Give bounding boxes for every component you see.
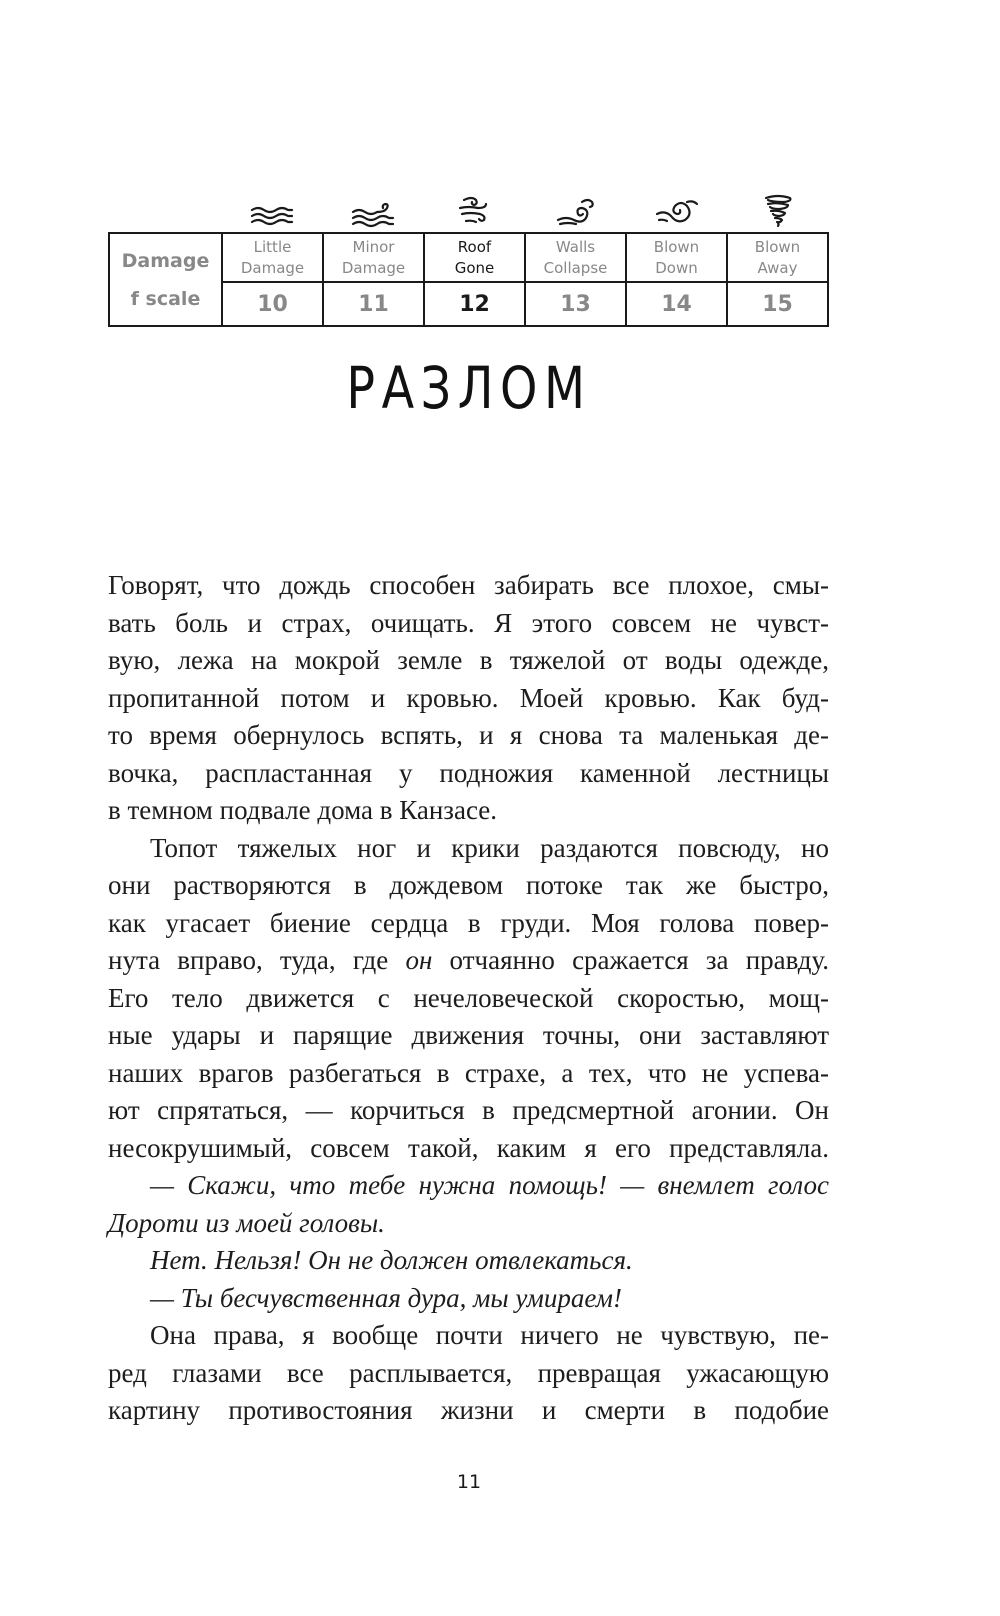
text-line: Топот тяжелых ног и крики раздаются повсюду, но xyxy=(150,832,829,863)
scale-number-13: 13 xyxy=(525,282,626,326)
text-line: ные удары и парящие движения точны, они заставляют xyxy=(108,1020,829,1050)
damage-scale-table xyxy=(108,232,829,327)
text-line: то время обернулось вспять, и я снова та маленькая де- xyxy=(108,720,829,750)
scale-header-line2: f scale xyxy=(130,287,201,310)
tornado-icon xyxy=(728,188,829,228)
text-line: — Скажи, что тебе нужна помощь! — внемлет голос xyxy=(150,1170,829,1200)
text-line: несокрушимый, совсем такой, каким я его представляла. xyxy=(108,1132,829,1163)
category-roof-gone: Roof Gone xyxy=(424,233,525,282)
scale-number-14: 14 xyxy=(626,282,727,326)
text-line: ют спрятаться, — корчиться в предсмертной агонии. Он xyxy=(108,1095,829,1125)
text-line: вочка, распластанная у подножия каменной лестницы xyxy=(108,757,829,788)
scale-number-11: 11 xyxy=(323,282,424,326)
text-line: картину противостояния жизни и смерти в подобие xyxy=(108,1395,829,1425)
body-text xyxy=(108,567,829,1430)
category-minor-damage: Minor Damage xyxy=(323,233,424,282)
scale-number-12: 12 xyxy=(424,282,525,326)
category-blown-down: Blown Down xyxy=(626,233,727,282)
text-line: — Ты бесчувственная дура, мы умираем! xyxy=(150,1282,622,1313)
chapter-title: РАЗЛОМ xyxy=(346,354,592,422)
text-line: Нет. Нельзя! Он не должен отвлекаться. xyxy=(150,1245,633,1275)
wind-vortex-icon xyxy=(626,188,727,228)
page-number: 11 xyxy=(456,1471,482,1493)
text-line: вать боль и страх, очищать. Я этого совсем не чувст- xyxy=(108,607,829,638)
category-walls-collapse: Walls Collapse xyxy=(525,233,626,282)
text-line: в темном подвале дома в Канзасе. xyxy=(108,795,498,825)
scale-header-line1: Damage xyxy=(121,249,210,272)
scale-number-10: 10 xyxy=(222,282,323,326)
text-line: Дороти из моей головы. xyxy=(108,1207,385,1238)
text-line: ред глазами все расплывается, превращая ужасающую xyxy=(108,1357,829,1388)
text-line: Его тело движется с нечеловеческой скоростью, мощ- xyxy=(108,982,829,1013)
text-line: Говорят, что дождь способен забирать все плохое, смы- xyxy=(108,570,829,600)
text-line: как угасает биение сердца в груди. Моя голова повер- xyxy=(108,907,829,938)
text-line: вую, лежа на мокрой земле в тяжелой от воды одежде, xyxy=(108,645,829,675)
wind-lines-icon xyxy=(221,188,322,228)
emphasis: он xyxy=(405,945,433,975)
scale-number-15: 15 xyxy=(727,282,828,326)
scale-header-cell xyxy=(109,233,222,326)
damage-icons-row xyxy=(221,188,829,228)
text-line: Она права, я вообще почти ничего не чувствую, пе- xyxy=(150,1320,829,1350)
wind-spiral-icon xyxy=(525,188,626,228)
category-blown-away: Blown Away xyxy=(727,233,828,282)
text-line: они растворяются в дождевом потоке так же быстро, xyxy=(108,870,829,900)
wind-curl-icon xyxy=(322,188,423,228)
category-little-damage: Little Damage xyxy=(222,233,323,282)
text-line: пропитанной потом и кровью. Моей кровью. Как буд- xyxy=(108,682,829,713)
text-line: наших врагов разбегаться в страхе, а тех, что не успева- xyxy=(108,1057,829,1088)
text-line: нута вправо, туда, где он отчаянно сражается за правду. xyxy=(108,945,829,975)
wind-swirl-icon xyxy=(424,188,525,228)
